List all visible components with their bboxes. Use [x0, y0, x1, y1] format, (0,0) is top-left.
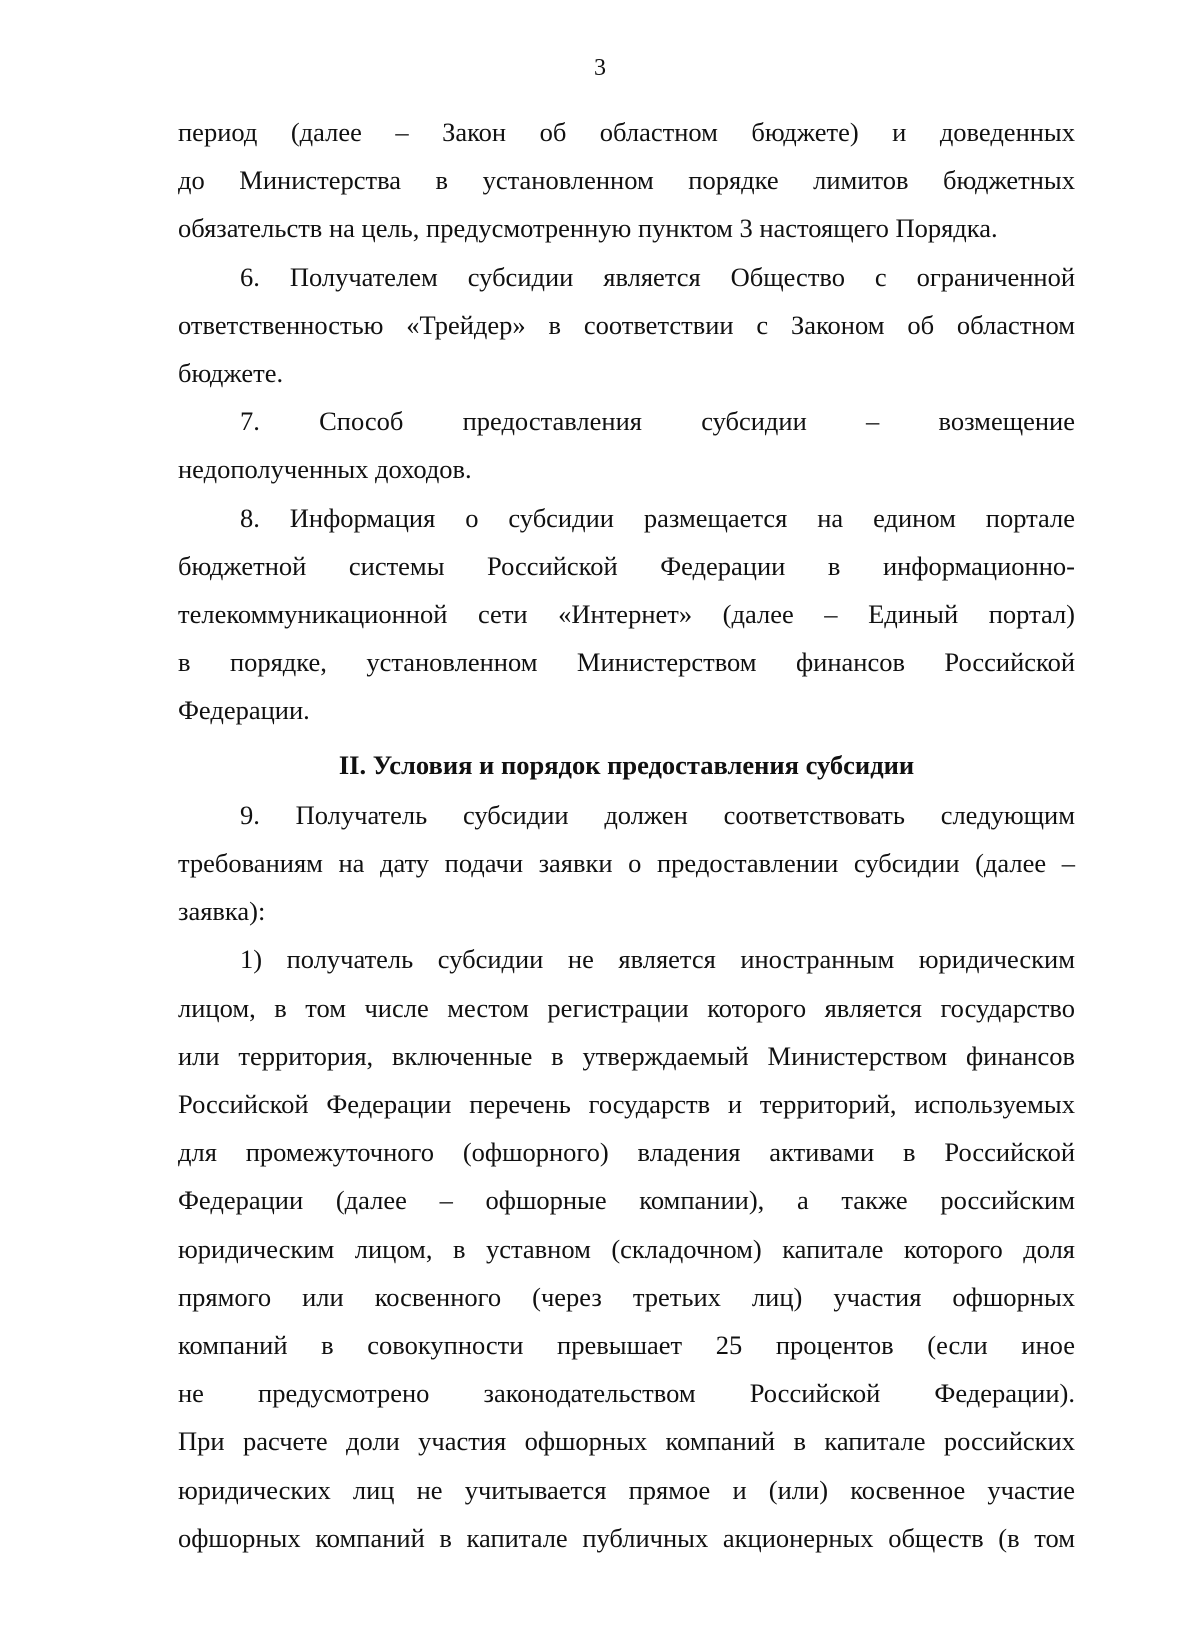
- paragraph-9: [178, 791, 1075, 936]
- text-line: бюджете.: [178, 358, 284, 389]
- document-body: [178, 108, 1075, 1562]
- section-heading: II. Условия и порядок предоставления субсидии: [338, 749, 915, 780]
- paragraph-6: [178, 253, 1075, 398]
- text-line: юридических лиц не учитывается прямое и (или) косвенное участие: [178, 1474, 1075, 1505]
- text-line: При расчете доли участия офшорных компаний в капитале российских: [178, 1426, 1075, 1457]
- text-line: не предусмотрено законодательством Российской Федерации).: [178, 1378, 1075, 1409]
- text-line: 7. Способ предоставления субсидии – возмещение: [240, 406, 1075, 437]
- text-line: Федерации.: [178, 695, 310, 726]
- text-line: телекоммуникационной сети «Интернет» (далее – Единый портал): [178, 599, 1075, 630]
- text-line: требованиям на дату подачи заявки о предоставлении субсидии (далее –: [178, 848, 1075, 879]
- paragraph-7: [178, 397, 1075, 493]
- text-line: заявка):: [178, 896, 266, 927]
- subparagraph-9-1: [178, 935, 1075, 1562]
- text-line: в порядке, установленном Министерством финансов Российской: [178, 647, 1075, 678]
- text-line: для промежуточного (офшорного) владения активами в Российской: [178, 1137, 1075, 1168]
- text-line: 1) получатель субсидии не является иностранным юридическим: [240, 944, 1075, 975]
- paragraph-8: [178, 494, 1075, 735]
- text-line: недополученных доходов.: [178, 454, 472, 485]
- text-line: юридическим лицом, в уставном (складочном) капитале которого доля: [178, 1233, 1075, 1264]
- text-line: бюджетной системы Российской Федерации в информационно-: [178, 550, 1075, 581]
- text-line: 8. Информация о субсидии размещается на едином портале: [240, 502, 1075, 533]
- text-line: Федерации (далее – офшорные компании), а также российским: [178, 1185, 1075, 1216]
- text-line: ответственностью «Трейдер» в соответствии с Законом об областном: [178, 309, 1075, 340]
- text-line: компаний в совокупности превышает 25 процентов (если иное: [178, 1330, 1075, 1361]
- text-line: прямого или косвенного (через третьих лиц) участия офшорных: [178, 1281, 1075, 1312]
- text-line: до Министерства в установленном порядке лимитов бюджетных: [178, 165, 1075, 196]
- text-line: или территория, включенные в утверждаемый Министерством финансов: [178, 1040, 1075, 1071]
- text-line: Российской Федерации перечень государств и территорий, используемых: [178, 1089, 1075, 1120]
- text-line: лицом, в том числе местом регистрации которого является государство: [178, 992, 1075, 1023]
- paragraph-continuation: [178, 108, 1075, 253]
- text-line: обязательств на цель, предусмотренную пунктом 3 настоящего Порядка.: [178, 213, 998, 244]
- text-line: 6. Получателем субсидии является Общество с ограниченной: [240, 261, 1075, 292]
- text-line: период (далее – Закон об областном бюджете) и доведенных: [178, 117, 1075, 147]
- page-number: 3: [594, 55, 606, 81]
- text-line: офшорных компаний в капитале публичных акционерных обществ (в том: [178, 1522, 1075, 1553]
- text-line: 9. Получатель субсидии должен соответствовать следующим: [240, 799, 1075, 830]
